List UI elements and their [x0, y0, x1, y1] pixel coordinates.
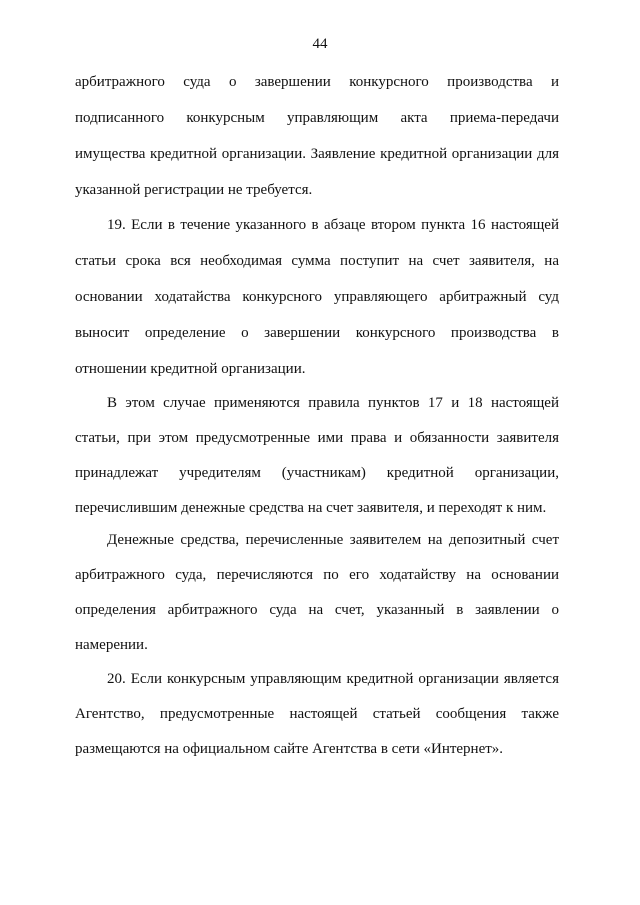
text-line: определения арбитражного суда на счет, указанный в заявлении о: [75, 602, 559, 618]
text-line: арбитражного суда о завершении конкурсного производства и: [75, 74, 559, 90]
text-line: В этом случае применяются правила пунктов 17 и 18 настоящей: [107, 395, 559, 411]
page-number: 44: [312, 36, 328, 52]
text-line: статьи срока вся необходимая сумма поступит на счет заявителя, на: [75, 253, 559, 269]
text-line: Денежные средства, перечисленные заявителем на депозитный счет: [107, 532, 559, 548]
text-line: подписанного конкурсным управляющим акта приема-передачи: [75, 110, 559, 126]
text-line: размещаются на официальном сайте Агентства в сети «Интернет».: [75, 741, 504, 757]
text-line: принадлежат учредителям (участникам) кредитной организации,: [75, 465, 559, 481]
text-line: имущества кредитной организации. Заявление кредитной организации для: [75, 146, 559, 162]
text-line: указанной регистрации не требуется.: [75, 182, 313, 198]
text-line: перечислившим денежные средства на счет заявителя, и переходят к ним.: [75, 500, 547, 516]
text-line: основании ходатайства конкурсного управляющего арбитражный суд: [75, 289, 559, 305]
text-line: выносит определение о завершении конкурсного производства в: [75, 325, 559, 341]
text-line: Агентство, предусмотренные настоящей статьей сообщения также: [75, 706, 559, 722]
text-line: 19. Если в течение указанного в абзаце втором пункта 16 настоящей: [107, 217, 559, 233]
text-line: намерении.: [75, 637, 148, 653]
text-line: арбитражного суда, перечисляются по его ходатайству на основании: [75, 567, 559, 583]
text-line: статьи, при этом предусмотренные ими права и обязанности заявителя: [75, 430, 559, 446]
text-line: отношении кредитной организации.: [75, 361, 306, 377]
text-line: 20. Если конкурсным управляющим кредитной организации является: [107, 671, 559, 687]
